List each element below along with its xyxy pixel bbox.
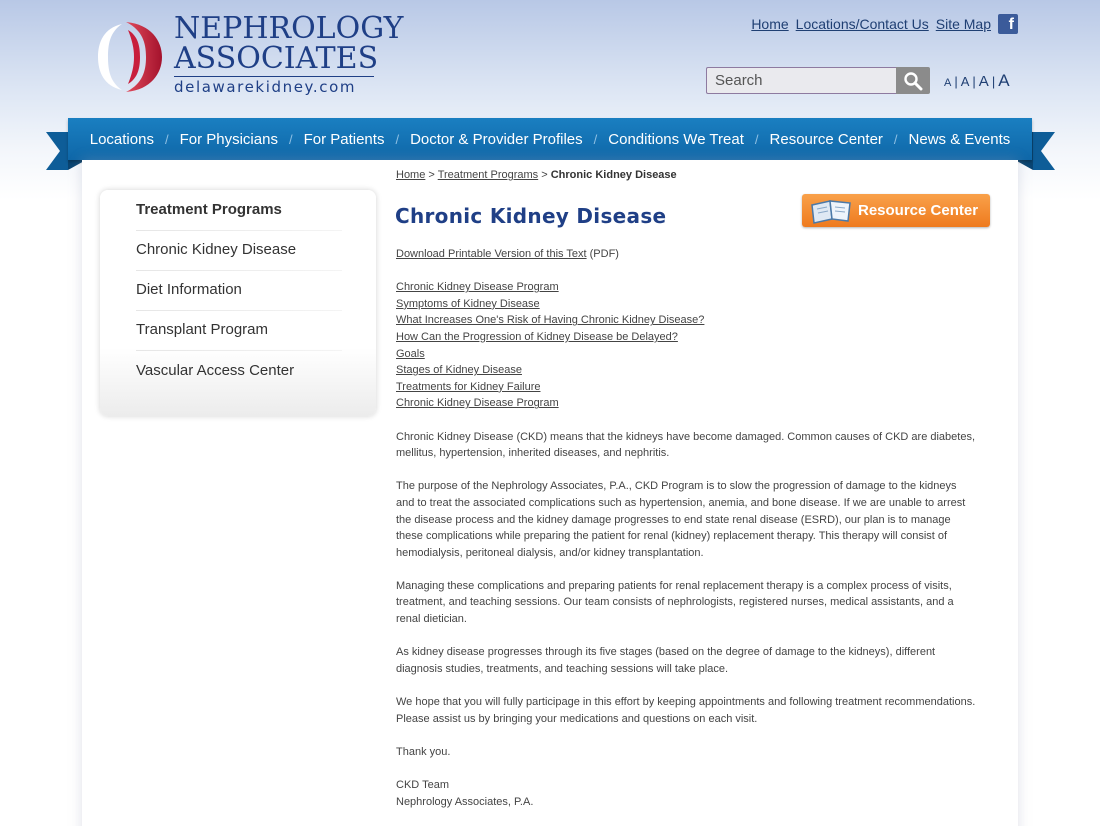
signature-line: Nephrology Associates, P.A. xyxy=(396,795,534,808)
spacer xyxy=(396,412,976,429)
nav-for-physicians[interactable]: For Physicians xyxy=(179,130,278,148)
section-link[interactable]: Chronic Kidney Disease Program xyxy=(396,397,559,410)
section-link[interactable]: Treatments for Kidney Failure xyxy=(396,380,541,393)
nav-separator: / xyxy=(893,131,898,147)
download-line xyxy=(396,246,976,263)
signature-line: CKD Team xyxy=(396,779,449,791)
body-paragraph: Thank you. xyxy=(396,745,451,758)
nav-separator: / xyxy=(754,131,759,147)
nav-separator: / xyxy=(164,131,169,147)
locations-contact-link[interactable]: Locations/Contact Us xyxy=(795,16,929,32)
text-size-small[interactable]: A xyxy=(944,77,952,89)
site-logo[interactable] xyxy=(82,11,404,100)
text-size-controls xyxy=(944,71,1013,91)
breadcrumb-treatment-programs[interactable]: Treatment Programs xyxy=(437,169,539,181)
section-link[interactable]: Symptoms of Kidney Disease xyxy=(396,297,540,310)
text-size-medium[interactable]: A xyxy=(960,74,970,89)
book-icon xyxy=(808,197,854,225)
nav-separator: / xyxy=(593,131,598,147)
logo-mark-icon xyxy=(82,18,164,96)
resource-center-button[interactable] xyxy=(802,194,990,227)
logo-line1: NEPHROLOGY xyxy=(174,11,404,46)
text-size-xlarge[interactable]: A xyxy=(998,71,1010,90)
logo-line2: ASSOCIATES xyxy=(174,41,379,76)
nav-separator: / xyxy=(395,131,400,147)
text-size-divider: | xyxy=(954,74,958,89)
nav-resource-center[interactable]: Resource Center xyxy=(769,130,883,148)
spacer xyxy=(396,677,976,694)
nav-separator: / xyxy=(288,131,293,147)
utility-links xyxy=(751,14,1018,34)
sidebar-item-transplant-program[interactable]: Transplant Program xyxy=(136,321,268,338)
sidebar-divider xyxy=(136,230,342,231)
text-size-divider: | xyxy=(972,74,976,89)
nav-locations[interactable]: Locations xyxy=(89,130,154,148)
breadcrumb-separator: > xyxy=(541,169,548,181)
search-input[interactable] xyxy=(706,67,896,94)
download-printable-link[interactable]: Download Printable Version of this Text xyxy=(396,248,587,260)
text-size-divider: | xyxy=(991,74,996,89)
breadcrumb-home[interactable]: Home xyxy=(396,169,426,181)
site-map-link[interactable]: Site Map xyxy=(935,16,991,32)
nav-for-patients[interactable]: For Patients xyxy=(303,130,385,148)
logo-domain: delawarekidney.com xyxy=(174,78,357,96)
section-link[interactable]: Stages of Kidney Disease xyxy=(396,364,522,377)
sidebar-item-diet-information[interactable]: Diet Information xyxy=(136,281,242,298)
body-paragraph: Managing these complications and preparing patients for renal replacement therapy is a complex process of visits, treatment, and teaching sessions. Our team consists of nephrologists, registered nurses, medical assistants, and a renal dietician. xyxy=(396,579,954,626)
spacer xyxy=(396,727,976,744)
breadcrumb-separator: > xyxy=(428,169,435,181)
spacer xyxy=(396,628,976,645)
spacer xyxy=(396,760,976,777)
sidebar xyxy=(100,190,376,416)
sidebar-item-vascular-access-center[interactable]: Vascular Access Center xyxy=(136,362,295,379)
spacer xyxy=(396,263,976,280)
sidebar-item-chronic-kidney-disease[interactable]: Chronic Kidney Disease xyxy=(136,241,297,258)
page-title: Chronic Kidney Disease xyxy=(395,204,667,228)
breadcrumb-current: Chronic Kidney Disease xyxy=(550,169,677,181)
section-link[interactable]: Chronic Kidney Disease Program xyxy=(396,281,559,294)
sidebar-divider xyxy=(136,350,342,351)
resource-center-label: Resource Center xyxy=(858,202,979,219)
search-button[interactable] xyxy=(896,67,930,94)
section-link[interactable]: Goals xyxy=(396,347,425,360)
sidebar-divider xyxy=(136,310,342,311)
spacer xyxy=(396,561,976,578)
download-format: (PDF) xyxy=(589,248,619,260)
search-icon xyxy=(903,71,923,91)
body-paragraph: Chronic Kidney Disease (CKD) means that the kidneys have become damaged. Common causes of CKD are diabetes, mellitus, hypertension, inherited diseases, and nephritis. xyxy=(396,430,976,460)
nav-doctor-provider-profiles[interactable]: Doctor & Provider Profiles xyxy=(410,130,583,148)
text-size-large[interactable]: A xyxy=(978,73,989,90)
facebook-icon[interactable]: f xyxy=(998,14,1018,34)
breadcrumb xyxy=(396,169,677,181)
body-paragraph: As kidney disease progresses through its five stages (based on the degree of damage to the kidneys), different diagnosis studies, treatments, and teaching sessions will take place. xyxy=(396,646,936,675)
search-bar xyxy=(706,67,930,94)
main-nav xyxy=(68,118,1032,160)
sidebar-divider xyxy=(136,270,342,271)
body-paragraph: We hope that you will fully participage in this effort by keeping appointments and following treatment recommendations. Please assist us by bringing your medications and questions on each visit. xyxy=(396,696,976,725)
spacer xyxy=(396,462,976,479)
sidebar-title: Treatment Programs xyxy=(136,201,282,218)
section-link[interactable]: How Can the Progression of Kidney Disease be Delayed? xyxy=(396,330,678,343)
nav-conditions-we-treat[interactable]: Conditions We Treat xyxy=(608,130,744,148)
logo-rule xyxy=(174,76,374,77)
nav-news-events[interactable]: News & Events xyxy=(908,130,1011,148)
section-link[interactable]: What Increases One's Risk of Having Chronic Kidney Disease? xyxy=(396,314,705,327)
main-content xyxy=(396,246,976,810)
body-paragraph: The purpose of the Nephrology Associates, P.A., CKD Program is to slow the progression of damage to the kidneys and to treat the associated complications such as hypertension, anemia, and bone disease. If we are unable to arrest the disease process and the kidney damage progresses to end state renal disease (ESRD), our plan is to manage these complications while preparing the patient for renal (kidney) replacement therapy. This therapy will consist of hemodialysis, peritoneal dialysis, and/or kidney transplantation. xyxy=(396,480,966,559)
home-link[interactable]: Home xyxy=(751,16,789,32)
